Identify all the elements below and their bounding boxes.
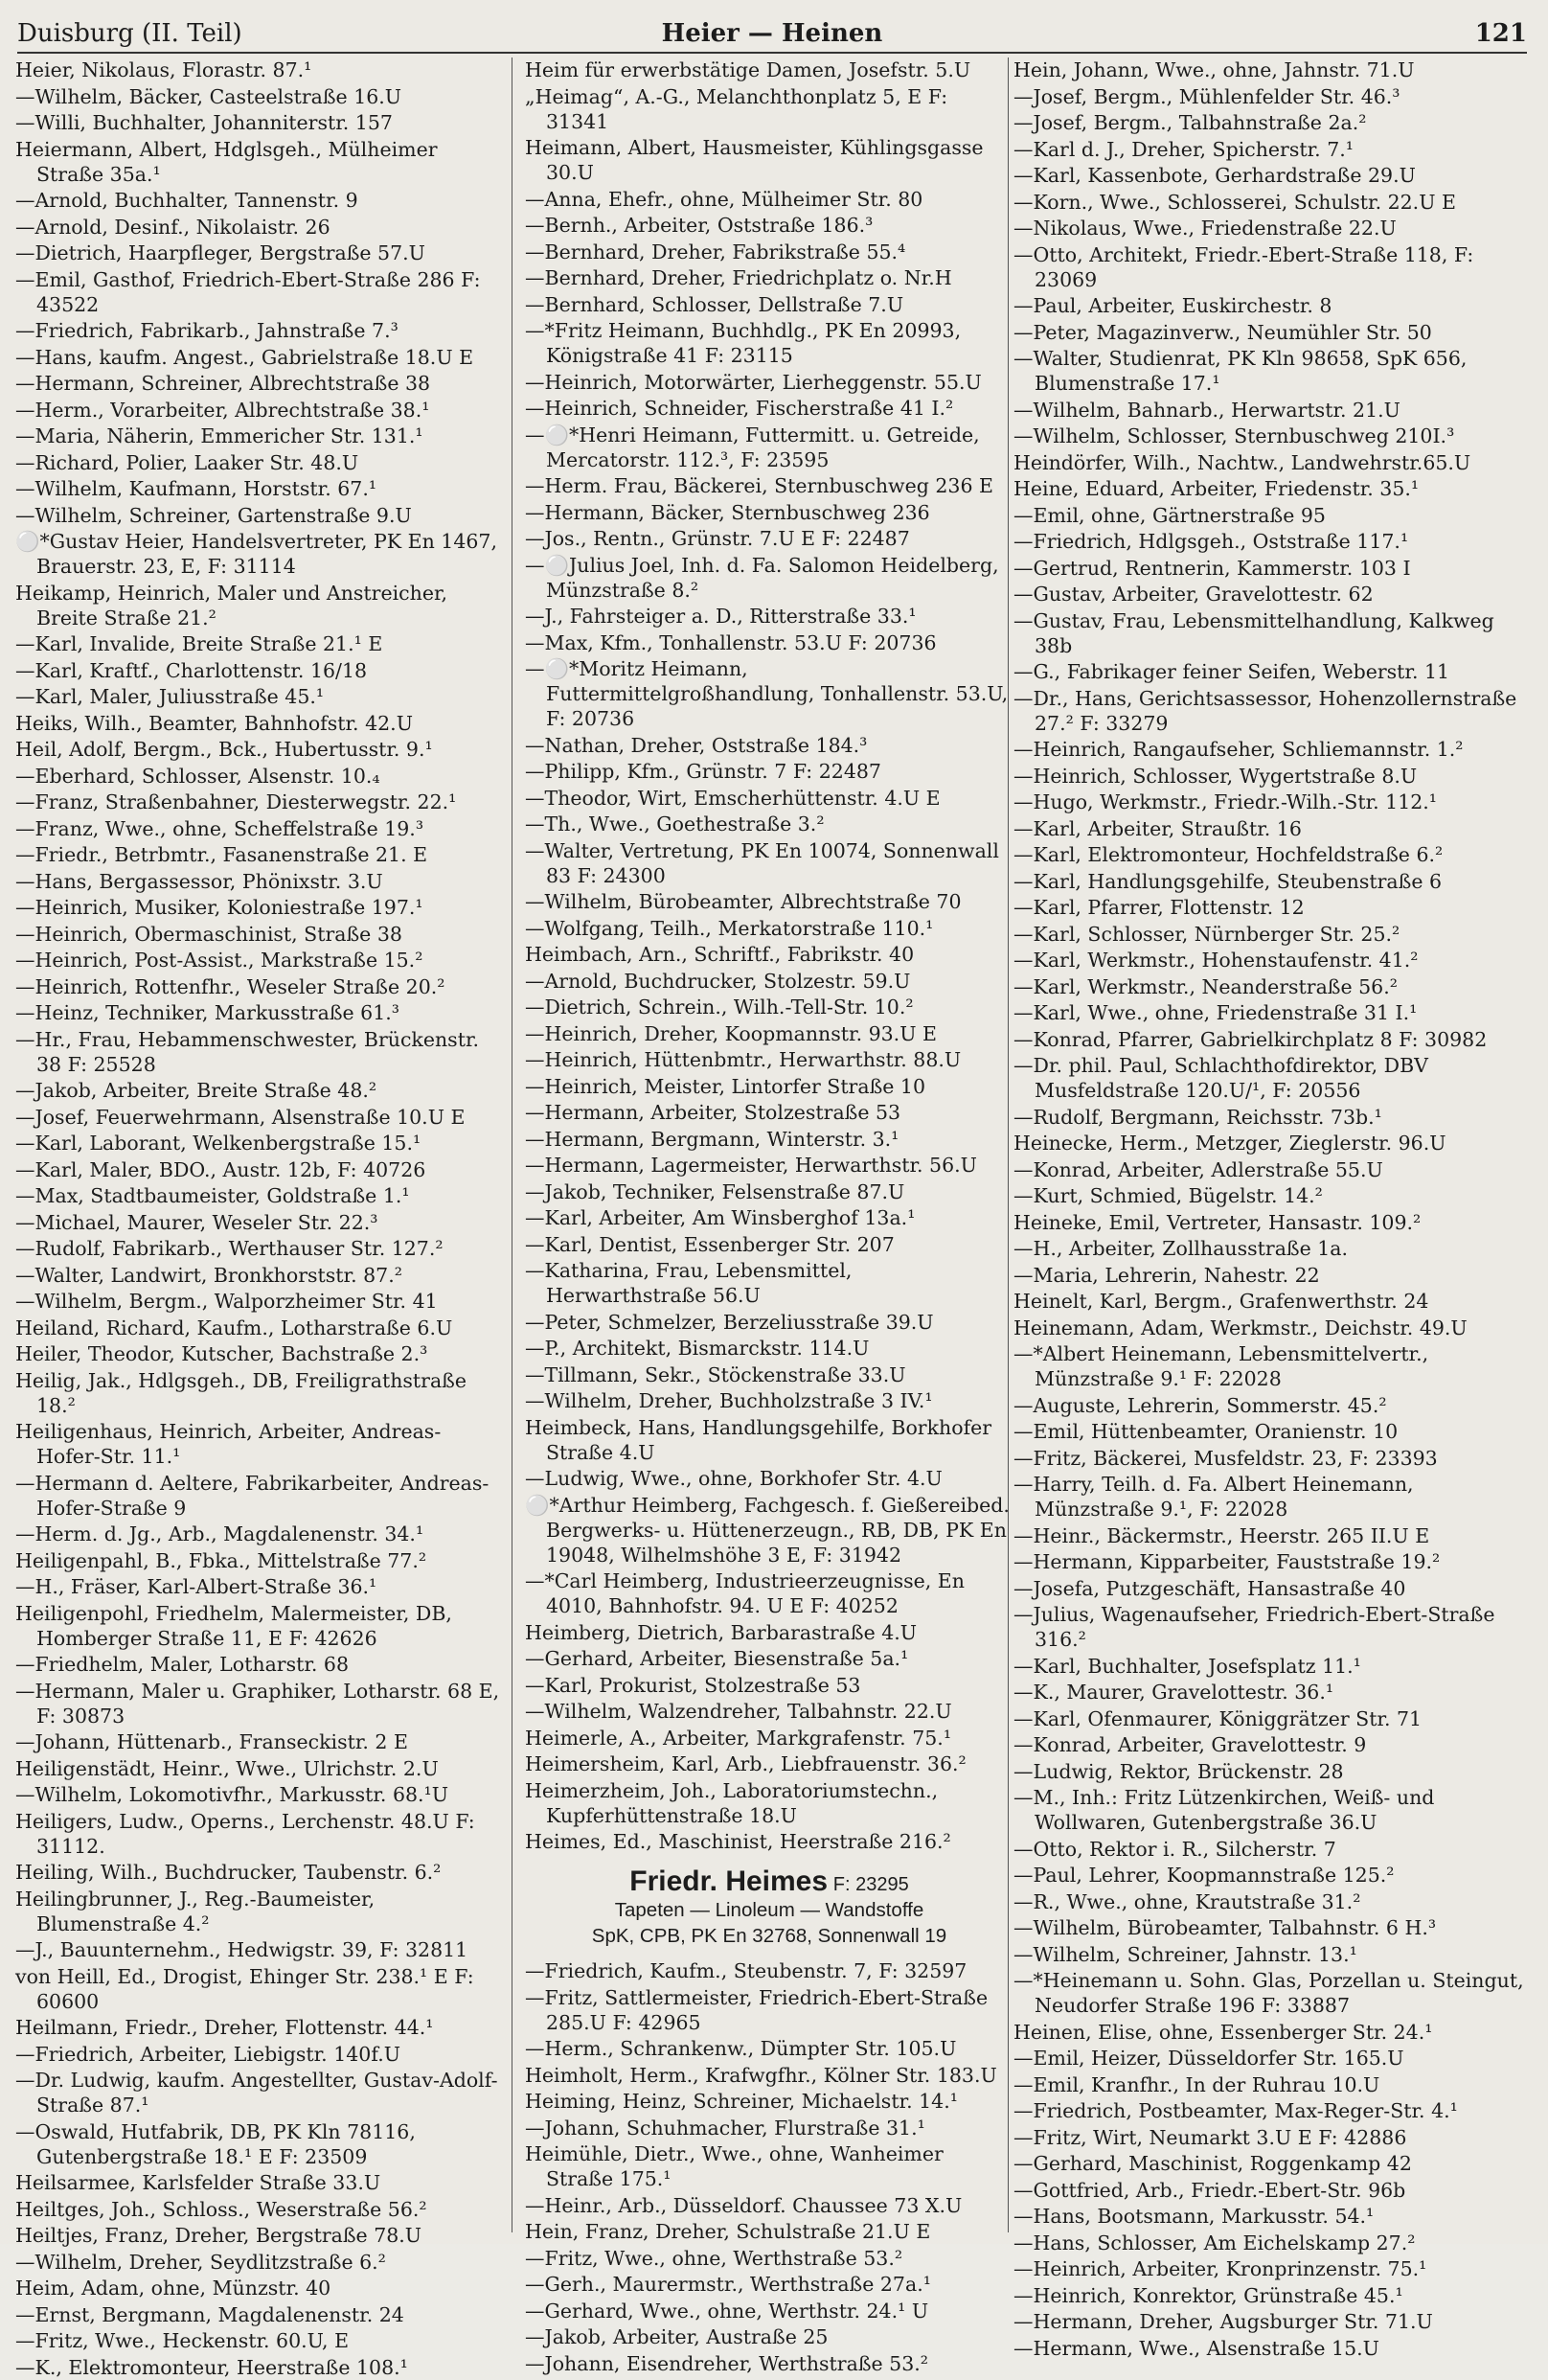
directory-entry: —Max, Kfm., Tonhallenstr. 53.U F: 20736: [525, 630, 937, 654]
advertisement: [525, 1865, 1013, 1949]
directory-entry: von Heill, Ed., Drogist, Ehinger Str. 238.¹ E F: 60600: [15, 1964, 474, 2013]
directory-entry: —Ludwig, Rektor, Brückenstr. 28: [1013, 1759, 1344, 1783]
directory-entry: —Karl, Elektromonteur, Hochfeldstraße 6.²: [1013, 843, 1444, 866]
directory-entry: ⚪*Arthur Heimberg, Fachgesch. f. Gießereibed. Bergwerks- u. Hüttenerzeugn., RB, DB, PK En 19048, Wilhelmshöhe 3 E, F: 31942: [525, 1493, 1010, 1567]
directory-entry: —Walter, Landwirt, Bronkhorststr. 87.²: [15, 1263, 402, 1287]
directory-entry: —Wilhelm, Bürobeamter, Talbahnstr. 6 H.³: [1013, 1916, 1437, 1939]
directory-entry: —Rudolf, Bergmann, Reichsstr. 73b.¹: [1013, 1105, 1382, 1129]
directory-entry: —*Carl Heimberg, Industrieerzeugnisse, En 4010, Bahnhofstr. 94. U E F: 40252: [525, 1569, 965, 1617]
column-1: [15, 57, 502, 2379]
directory-entry: —Hermann, Schreiner, Albrechtstraße 38: [15, 372, 431, 395]
page-number: 121: [1474, 19, 1527, 48]
directory-entry: —M., Inh.: Fritz Lützenkirchen, Weiß- und Wollwaren, Gutenbergstraße 36.U: [1013, 1786, 1435, 1834]
directory-entry: —Karl, Arbeiter, Straußtr. 16: [1013, 816, 1302, 840]
directory-entry: —Arnold, Desinf., Nikolaistr. 26: [15, 215, 330, 239]
directory-entry: Heilig, Jak., Hdlgsgeh., DB, Freiligrathstraße 18.²: [15, 1368, 467, 1417]
directory-entry: —Wilhelm, Bahnarb., Herwartstr. 21.U: [1013, 398, 1400, 422]
directory-entry: —Peter, Magazinverw., Neumühler Str. 50: [1013, 320, 1432, 344]
directory-entry: —Jakob, Arbeiter, Breite Straße 48.²: [15, 1079, 377, 1102]
directory-entry: —Karl, Wwe., ohne, Friedenstraße 31 I.¹: [1013, 1001, 1418, 1024]
directory-entry: —Heinr., Bäckermstr., Heerstr. 265 II.U E: [1013, 1523, 1430, 1547]
directory-entry: —R., Wwe., ohne, Krautstraße 31.²: [1013, 1889, 1361, 1913]
directory-entry: Heikamp, Heinrich, Maler und Anstreicher, Breite Straße 21.²: [15, 581, 448, 629]
directory-entry: —Kurt, Schmied, Bügelstr. 14.²: [1013, 1184, 1323, 1207]
directory-entry: —Karl, Maler, Juliusstraße 45.¹: [15, 685, 325, 708]
directory-entry: —Korn., Wwe., Schlosserei, Schulstr. 22.U E: [1013, 190, 1456, 214]
directory-entry: —Karl, Laborant, Welkenbergstraße 15.¹: [15, 1132, 421, 1155]
directory-entry: —Wilhelm, Kaufmann, Horststr. 67.¹: [15, 477, 377, 500]
directory-entry: —Fritz, Wwe., Heckenstr. 60.U, E: [15, 2329, 350, 2352]
directory-entry: —Dr. Ludwig, kaufm. Angestellter, Gustav-Adolf-Straße 87.¹: [15, 2069, 498, 2117]
directory-entry: Heiligenpohl, Friedhelm, Malermeister, DB, Homberger Straße 11, E F: 42626: [15, 1601, 452, 1650]
directory-entry: —Emil, Heizer, Düsseldorfer Str. 165.U: [1013, 2047, 1404, 2070]
directory-entry: —Julius, Wagenaufseher, Friedrich-Ebert-Straße 316.²: [1013, 1603, 1495, 1651]
directory-entry: Heinecke, Herm., Metzger, Zieglerstr. 96.U: [1013, 1132, 1446, 1155]
ad-address: SpK, CPB, PK En 32768, Sonnenwall 19: [591, 1925, 947, 1947]
column-3: [1013, 57, 1535, 2360]
directory-entry: —Friedrich, Hdlgsgeh., Oststraße 117.¹: [1013, 530, 1409, 553]
directory-entry: —Arnold, Buchdrucker, Stolzestr. 59.U: [525, 969, 911, 993]
directory-entry: —Herm. d. Jg., Arb., Magdalenenstr. 34.¹: [15, 1522, 424, 1545]
directory-entry: —Gustav, Arbeiter, Gravelottestr. 62: [1013, 583, 1374, 606]
directory-entry: —Karl, Schlosser, Nürnberger Str. 25.²: [1013, 922, 1400, 946]
directory-entry: —Max, Stadtbaumeister, Goldstraße 1.¹: [15, 1184, 410, 1207]
directory-entry: —Gerhard, Wwe., ohne, Werthstr. 24.¹ U: [525, 2299, 929, 2323]
directory-entry: —Wilhelm, Dreher, Buchholzstraße 3 IV.¹: [525, 1389, 933, 1412]
directory-entry: Heinemann, Adam, Werkmstr., Deichstr. 49.U: [1013, 1316, 1468, 1339]
directory-entry: —Heinrich, Hüttenbmtr., Herwarthstr. 88.U: [525, 1048, 962, 1071]
directory-entry: —Oswald, Hutfabrik, DB, PK Kln 78116, Gutenbergstraße 18.¹ E F: 23509: [15, 2119, 416, 2168]
directory-entry: —Karl, Werkmstr., Neanderstraße 56.²: [1013, 974, 1398, 998]
directory-entry: —⚪*Moritz Heimann, Futtermittelgroßhandlung, Tonhallenstr. 53.U, F: 20736: [525, 657, 1009, 730]
directory-entry: —Karl, Werkmstr., Hohenstaufenstr. 41.²: [1013, 949, 1419, 972]
directory-entry: —Josef, Bergm., Talbahnstraße 2a.²: [1013, 111, 1367, 134]
directory-entry: —Heinrich, Arbeiter, Kronprinzenstr. 75.¹: [1013, 2257, 1427, 2280]
directory-entry: —Franz, Straßenbahner, Diesterwegstr. 22.¹: [15, 790, 457, 813]
directory-entry: —Heinrich, Rottenfhr., Weseler Straße 20.²: [15, 974, 445, 998]
directory-entry: —Konrad, Arbeiter, Adlerstraße 55.U: [1013, 1157, 1383, 1181]
directory-entry: —Karl, Maler, BDO., Austr. 12b, F: 40726: [15, 1157, 426, 1181]
directory-entry: —Maria, Lehrerin, Nahestr. 22: [1013, 1263, 1320, 1287]
directory-entry: —Friedhelm, Maler, Lotharstr. 68: [15, 1653, 350, 1676]
directory-entry: —Auguste, Lehrerin, Sommerstr. 45.²: [1013, 1393, 1387, 1417]
directory-entry: —Harry, Teilh. d. Fa. Albert Heinemann, Münzstraße 9.¹, F: 22028: [1013, 1473, 1414, 1521]
directory-entry: —Friedrich, Postbeamter, Max-Reger-Str. 4.¹: [1013, 2099, 1458, 2122]
directory-entry: —Karl, Dentist, Essenberger Str. 207: [525, 1232, 895, 1256]
directory-entry: —Karl, Ofenmaurer, Königgrätzer Str. 71: [1013, 1706, 1423, 1730]
directory-entry: —Rudolf, Fabrikarb., Werthauser Str. 127.²: [15, 1237, 444, 1260]
directory-entry: —Heinrich, Post-Assist., Markstraße 15.²: [15, 949, 423, 972]
directory-entry: —⚪*Henri Heimann, Futtermitt. u. Getreide, Mercatorstr. 112.³, F: 23595: [525, 423, 980, 471]
directory-entry: ⚪*Gustav Heier, Handelsvertreter, PK En 1467, Brauerstr. 23, E, F: 31114: [15, 530, 497, 578]
directory-entry: Heimholt, Herm., Krafwgfhr., Kölner Str. 183.U: [525, 2063, 997, 2087]
directory-entry: Heimerle, A., Arbeiter, Markgrafenstr. 75.¹: [525, 1726, 952, 1750]
directory-entry: —Richard, Polier, Laaker Str. 48.U: [15, 450, 359, 474]
directory-entry: Heiligenpahl, B., Fbka., Mittelstraße 77.²: [15, 1548, 427, 1572]
directory-entry: —Friedr., Betrbmtr., Fasanenstraße 21. E: [15, 843, 428, 866]
directory-entry: Heier, Nikolaus, Florastr. 87.¹: [15, 58, 312, 81]
directory-entry: —Karl, Prokurist, Stolzestraße 53: [525, 1673, 861, 1697]
directory-entry: —Hermann, Dreher, Augsburger Str. 71.U: [1013, 2310, 1433, 2333]
directory-entry: —Paul, Arbeiter, Euskirchestr. 8: [1013, 294, 1332, 317]
directory-entry: Heiming, Heinz, Schreiner, Michaelstr. 14.¹: [525, 2090, 958, 2113]
directory-entry: —Heinrich, Motorwärter, Lierheggenstr. 55.U: [525, 370, 982, 394]
directory-entry: —Heinrich, Konrektor, Grünstraße 45.¹: [1013, 2283, 1403, 2307]
directory-entry: Heimberg, Dietrich, Barbarastraße 4.U: [525, 1620, 918, 1644]
directory-entry: —Friedrich, Fabrikarb., Jahnstraße 7.³: [15, 319, 398, 342]
directory-entry: —Emil, ohne, Gärtnerstraße 95: [1013, 503, 1326, 527]
directory-entry: —H., Arbeiter, Zollhausstraße 1a.: [1013, 1237, 1349, 1260]
directory-entry: —Emil, Gasthof, Friedrich-Ebert-Straße 286 F: 43522: [15, 267, 481, 316]
directory-entry: —G., Fabrikager feiner Seifen, Weberstr. 11: [1013, 660, 1450, 683]
directory-entry: —Karl, Invalide, Breite Straße 21.¹ E: [15, 632, 383, 655]
header-city: Duisburg (II. Teil): [17, 19, 242, 48]
directory-entry: —*Albert Heinemann, Lebensmittelvertr., Münzstraße 9.¹ F: 22028: [1013, 1342, 1429, 1390]
directory-entry: —Karl, Kassenbote, Gerhardstraße 29.U: [1013, 164, 1416, 187]
directory-entry: —Gerh., Maurermstr., Werthstraße 27a.¹: [525, 2273, 931, 2296]
directory-entry: —Karl, Handlungsgehilfe, Steubenstraße 6: [1013, 869, 1443, 893]
directory-entry: —Josef, Bergm., Mühlenfelder Str. 46.³: [1013, 84, 1400, 108]
directory-entry: —Emil, Kranfhr., In der Ruhrau 10.U: [1013, 2072, 1380, 2096]
directory-entry: Heilingbrunner, J., Reg.-Baumeister, Blumenstraße 4.²: [15, 1887, 376, 1935]
directory-entry: —Gerhard, Arbeiter, Biesenstraße 5a.¹: [525, 1647, 909, 1670]
directory-entry: —Karl, Buchhalter, Josefsplatz 11.¹: [1013, 1654, 1361, 1678]
directory-entry: —Wolfgang, Teilh., Merkatorstraße 110.¹: [525, 916, 934, 940]
directory-entry: —Dietrich, Schrein., Wilh.-Tell-Str. 10.²: [525, 995, 914, 1018]
directory-entry: —Hermann, Wwe., Alsenstraße 15.U: [1013, 2336, 1379, 2360]
directory-entry: Heimersheim, Karl, Arb., Liebfrauenstr. 36.²: [525, 1752, 967, 1775]
directory-entry: Heiermann, Albert, Hdglsgeh., Mülheimer Straße 35a.¹: [15, 137, 438, 186]
directory-entry: —Hermann, Arbeiter, Stolzestraße 53: [525, 1101, 901, 1124]
directory-entry: —Karl, Kraftf., Charlottenstr. 16/18: [15, 658, 368, 682]
directory-entry: —Hermann, Bergmann, Winterstr. 3.¹: [525, 1127, 899, 1151]
directory-entry: —Tillmann, Sekr., Stöckenstraße 33.U: [525, 1362, 906, 1386]
directory-entry: Heiligenhaus, Heinrich, Arbeiter, Andreas-Hofer-Str. 11.¹: [15, 1420, 442, 1468]
directory-entry: —Wilhelm, Walzendreher, Talbahnstr. 22.U: [525, 1700, 952, 1723]
directory-entry: —Franz, Wwe., ohne, Scheffelstraße 19.³: [15, 816, 424, 840]
directory-entry: —Josefa, Putzgeschäft, Hansastraße 40: [1013, 1576, 1406, 1600]
directory-entry: —Fritz, Wwe., ohne, Werthstraße 53.²: [525, 2246, 903, 2270]
directory-entry: —Herm., Vorarbeiter, Albrechtstraße 38.¹: [15, 398, 430, 422]
directory-entry: —Th., Wwe., Goethestraße 3.²: [525, 812, 825, 835]
directory-entry: Heiligers, Ludw., Operns., Lerchenstr. 48.U F: 31112.: [15, 1809, 475, 1858]
directory-entry: Heimbach, Arn., Schriftf., Fabrikstr. 40: [525, 943, 915, 966]
directory-entry: —Emil, Hüttenbeamter, Oranienstr. 10: [1013, 1420, 1399, 1443]
directory-entry: Heiltjes, Franz, Dreher, Bergstraße 78.U: [15, 2224, 422, 2247]
directory-entry: —Philipp, Kfm., Grünstr. 7 F: 22487: [525, 760, 881, 783]
directory-entry: —Hr., Frau, Hebammenschwester, Brückenstr. 38 F: 25528: [15, 1027, 480, 1076]
directory-entry: —Fritz, Sattlermeister, Friedrich-Ebert-Straße 285.U F: 42965: [525, 1985, 989, 2034]
directory-entry: —Wilhelm, Schreiner, Jahnstr. 13.¹: [1013, 1942, 1357, 1966]
directory-entry: —K., Elektromonteur, Heerstraße 108.¹: [15, 2355, 408, 2379]
directory-entry: —Wilhelm, Dreher, Seydlitzstraße 6.²: [15, 2250, 386, 2274]
directory-entry: Heiler, Theodor, Kutscher, Bachstraße 2.³: [15, 1342, 428, 1365]
ad-products: Tapeten — Linoleum — Wandstoffe: [614, 1899, 924, 1921]
directory-entry: —Heinrich, Dreher, Koopmannstr. 93.U E: [525, 1021, 937, 1045]
directory-entry: —Anna, Ehefr., ohne, Mülheimer Str. 80: [525, 187, 923, 211]
directory-entry: Hein, Johann, Wwe., ohne, Jahnstr. 71.U: [1013, 58, 1415, 81]
directory-entry: Hein, Franz, Dreher, Schulstraße 21.U E: [525, 2220, 931, 2243]
directory-entry: —K., Maurer, Gravelottestr. 36.¹: [1013, 1681, 1334, 1704]
header-range: Heier — Heinen: [661, 19, 883, 48]
directory-entry: —Walter, Studienrat, PK Kln 98658, SpK 656, Blumenstraße 17.¹: [1013, 347, 1468, 395]
directory-entry: Heiland, Richard, Kaufm., Lotharstraße 6.U: [15, 1316, 453, 1339]
directory-entry: —Wilhelm, Bergm., Walporzheimer Str. 41: [15, 1290, 438, 1313]
directory-entry: —Karl d. J., Dreher, Spicherstr. 7.¹: [1013, 137, 1354, 161]
directory-entry: —Hans, Bootsmann, Markusstr. 54.¹: [1013, 2205, 1375, 2228]
directory-entry: „Heimag“, A.-G., Melanchthonplatz 5, E F: 31341: [525, 84, 948, 133]
directory-entry: —Konrad, Arbeiter, Gravelottestr. 9: [1013, 1733, 1367, 1756]
ad-company-name: Friedr. Heimes: [629, 1865, 829, 1897]
column-2: [525, 57, 1013, 2375]
directory-entry: —Gustav, Frau, Lebensmittelhandlung, Kalkweg 38b: [1013, 608, 1494, 657]
directory-entry: —P., Architekt, Bismarckstr. 114.U: [525, 1337, 870, 1360]
directory-entry: —Hans, Schlosser, Am Eichelskamp 27.²: [1013, 2231, 1416, 2254]
ad-phone: F: 23295: [832, 1874, 909, 1895]
directory-entry: —Johann, Eisendreher, Werthstraße 53.²: [525, 2351, 928, 2375]
directory-entry: —Hermann, Bäcker, Sternbuschweg 236: [525, 500, 930, 524]
directory-entry: —Bernh., Arbeiter, Oststraße 186.³: [525, 214, 874, 237]
directory-entry: Heimbeck, Hans, Handlungsgehilfe, Borkhofer Straße 4.U: [525, 1415, 992, 1464]
directory-entry: —Heinr., Arb., Düsseldorf. Chaussee 73 X.U: [525, 2193, 963, 2217]
directory-entry: —Dr. phil. Paul, Schlachthofdirektor, DBV Musfeldstraße 120.U/¹, F: 20556: [1013, 1054, 1428, 1102]
directory-entry: Heindörfer, Wilh., Nachtw., Landwehrstr.65.U: [1013, 450, 1471, 474]
directory-entry: —Dr., Hans, Gerichtsassessor, Hohenzollernstraße 27.² F: 33279: [1013, 686, 1517, 735]
directory-entry: —Wilhelm, Schreiner, Gartenstraße 9.U: [15, 503, 412, 527]
directory-entry: —Katharina, Frau, Lebensmittel, Herwarthstraße 56.U: [525, 1259, 853, 1307]
directory-entry: —Otto, Architekt, Friedr.-Ebert-Straße 118, F: 23069: [1013, 242, 1474, 291]
directory-entry: —*Heinemann u. Sohn. Glas, Porzellan u. Steingut, Neudorfer Straße 196 F: 33887: [1013, 1969, 1524, 2017]
directory-entry: —Jos., Rentn., Grünstr. 7.U E F: 22487: [525, 527, 910, 550]
directory-entry: —Hermann, Maler u. Graphiker, Lotharstr. 68 E, F: 30873: [15, 1679, 500, 1728]
directory-entry: —Gerhard, Maschinist, Roggenkamp 42: [1013, 2152, 1412, 2175]
directory-entry: —Wilhelm, Schlosser, Sternbuschweg 210I.³: [1013, 424, 1455, 447]
directory-entry: —Otto, Rektor i. R., Silcherstr. 7: [1013, 1837, 1336, 1861]
directory-entry: —Jakob, Arbeiter, Austraße 25: [525, 2325, 829, 2348]
directory-entry: —Wilhelm, Bäcker, Casteelstraße 16.U: [15, 84, 402, 108]
directory-entry: Heim für erwerbstätige Damen, Josefstr. 5.U: [525, 58, 971, 81]
directory-entry: —Theodor, Wirt, Emscherhüttenstr. 4.U E: [525, 786, 941, 810]
directory-entry: —Bernhard, Dreher, Friedrichplatz o. Nr.H: [525, 266, 952, 289]
directory-entry: —Arnold, Buchhalter, Tannenstr. 9: [15, 189, 358, 212]
directory-entry: —Heinrich, Schneider, Fischerstraße 41 I.²: [525, 397, 954, 420]
directory-entry: —Hans, kaufm. Angest., Gabrielstraße 18.U E: [15, 345, 474, 369]
directory-entry: —Johann, Hüttenarb., Franseckistr. 2 E: [15, 1730, 408, 1753]
directory-entry: —Hermann, Kipparbeiter, Fauststraße 19.²: [1013, 1550, 1441, 1573]
directory-entry: —Willi, Buchhalter, Johanniterstr. 157: [15, 111, 393, 134]
directory-entry: —Bernhard, Dreher, Fabrikstraße 55.⁴: [525, 240, 906, 263]
directory-entry: —Konrad, Pfarrer, Gabrielkirchplatz 8 F: 30982: [1013, 1027, 1488, 1051]
directory-entry: —Eberhard, Schlosser, Alsenstr. 10.₄: [15, 764, 380, 788]
directory-entry: —Fritz, Wirt, Neumarkt 3.U E F: 42886: [1013, 2125, 1407, 2149]
directory-entry: —*Fritz Heimann, Buchhdlg., PK En 20993, Königstraße 41 F: 23115: [525, 319, 962, 367]
directory-entry: —Heinrich, Obermaschinist, Straße 38: [15, 922, 402, 946]
directory-entry: —Karl, Arbeiter, Am Winsberghof 13a.¹: [525, 1206, 916, 1229]
directory-entry: —Hugo, Werkmstr., Friedr.-Wilh.-Str. 112.¹: [1013, 790, 1438, 813]
page-header: [17, 15, 1527, 54]
directory-entry: —Dietrich, Haarpfleger, Bergstraße 57.U: [15, 241, 425, 264]
directory-entry: —Nathan, Dreher, Oststraße 184.³: [525, 733, 868, 757]
directory-entry: —Ernst, Bergmann, Magdalenenstr. 24: [15, 2302, 404, 2326]
directory-entry: —J., Fahrsteiger a. D., Ritterstraße 33.¹: [525, 605, 917, 628]
directory-entry: —Bernhard, Schlosser, Dellstraße 7.U: [525, 292, 904, 316]
directory-entry: Heiks, Wilh., Beamter, Bahnhofstr. 42.U: [15, 711, 413, 735]
directory-entry: —Wilhelm, Lokomotivfhr., Markusstr. 68.¹U: [15, 1783, 449, 1806]
directory-entry: Heil, Adolf, Bergm., Bck., Hubertusstr. 9.¹: [15, 738, 433, 761]
directory-entry: —Heinrich, Rangaufseher, Schliemannstr. 1.²: [1013, 738, 1464, 761]
directory-entry: Heilmann, Friedr., Dreher, Flottenstr. 44.¹: [15, 2016, 434, 2039]
directory-entry: —Karl, Pfarrer, Flottenstr. 12: [1013, 896, 1305, 919]
directory-entry: Heiling, Wilh., Buchdrucker, Taubenstr. 6.²: [15, 1861, 442, 1884]
directory-entry: —Heinrich, Schlosser, Wygertstraße 8.U: [1013, 764, 1418, 788]
directory-entry: —Wilhelm, Bürobeamter, Albrechtstraße 70: [525, 890, 962, 913]
directory-entry: Heinelt, Karl, Bergm., Grafenwerthstr. 24: [1013, 1290, 1429, 1313]
directory-entry: —Heinz, Techniker, Markusstraße 61.³: [15, 1001, 399, 1024]
directory-entry: —Gottfried, Arb., Friedr.-Ebert-Str. 96b: [1013, 2178, 1406, 2202]
directory-entry: —Friedrich, Arbeiter, Liebigstr. 140f.U: [15, 2042, 400, 2066]
directory-entry: Heiltges, Joh., Schloss., Weserstraße 56.²: [15, 2197, 427, 2221]
directory-entry: —Herm. Frau, Bäckerei, Sternbuschweg 236 E: [525, 474, 993, 497]
directory-entry: —Hermann, Lagermeister, Herwarthstr. 56.U: [525, 1154, 977, 1177]
directory-entry: —Jakob, Techniker, Felsenstraße 87.U: [525, 1179, 905, 1203]
directory-entry: —Johann, Schuhmacher, Flurstraße 31.¹: [525, 2116, 925, 2140]
directory-entry: —Friedrich, Kaufm., Steubenstr. 7, F: 32597: [525, 1959, 968, 1982]
directory-entry: —Peter, Schmelzer, Berzeliusstraße 39.U: [525, 1310, 934, 1334]
directory-entry: —Maria, Näherin, Emmericher Str. 131.¹: [15, 424, 423, 447]
directory-entry: Heimann, Albert, Hausmeister, Kühlingsgasse 30.U: [525, 136, 984, 184]
directory-entry: —Hans, Bergassessor, Phönixstr. 3.U: [15, 869, 383, 893]
directory-entry: —Nikolaus, Wwe., Friedenstraße 22.U: [1013, 217, 1397, 240]
directory-entry: —Josef, Feuerwehrmann, Alsenstraße 10.U E: [15, 1105, 466, 1129]
directory-entry: —Herm., Schrankenw., Dümpter Str. 105.U: [525, 2037, 957, 2060]
directory-entry: —Paul, Lehrer, Koopmannstraße 125.²: [1013, 1864, 1395, 1887]
directory-entry: Heim, Adam, ohne, Münzstr. 40: [15, 2277, 331, 2300]
directory-entry: —⚪Julius Joel, Inh. d. Fa. Salomon Heidelberg, Münzstraße 8.²: [525, 553, 999, 602]
directory-entry: Heiligenstädt, Heinr., Wwe., Ulrichstr. 2.U: [15, 1756, 439, 1780]
directory-entry: —Walter, Vertretung, PK En 10074, Sonnenwall 83 F: 24300: [525, 838, 999, 887]
directory-entry: Heilsarmee, Karlsfelder Straße 33.U: [15, 2171, 381, 2194]
directory-entry: —Fritz, Bäckerei, Musfeldstr. 23, F: 23393: [1013, 1446, 1438, 1470]
directory-entry: Heinen, Elise, ohne, Essenberger Str. 24.¹: [1013, 2020, 1433, 2044]
directory-entry: Heimes, Ed., Maschinist, Heerstraße 216.²: [525, 1830, 951, 1853]
directory-entry: —Gertrud, Rentnerin, Kammerstr. 103 I: [1013, 556, 1411, 580]
directory-entry: Heine, Eduard, Arbeiter, Friedenstr. 35.¹: [1013, 477, 1420, 500]
directory-entry: —Ludwig, Wwe., ohne, Borkhofer Str. 4.U: [525, 1467, 943, 1490]
directory-entry: —Heinrich, Meister, Lintorfer Straße 10: [525, 1074, 926, 1098]
directory-entry: —Michael, Maurer, Weseler Str. 22.³: [15, 1210, 378, 1234]
directory-entry: Heineke, Emil, Vertreter, Hansastr. 109.²: [1013, 1210, 1422, 1234]
directory-entry: Heimühle, Dietr., Wwe., ohne, Wanheimer Straße 175.¹: [525, 2142, 944, 2190]
directory-entry: —J., Bauunternehm., Hedwigstr. 39, F: 32811: [15, 1938, 468, 1961]
directory-entry: Heimerzheim, Joh., Laboratoriumstechn., Kupferhüttenstraße 18.U: [525, 1778, 939, 1827]
directory-entry: —Heinrich, Musiker, Koloniestraße 197.¹: [15, 896, 423, 919]
directory-entry: —Hermann d. Aeltere, Fabrikarbeiter, Andreas-Hofer-Straße 9: [15, 1471, 489, 1520]
directory-entry: —H., Fräser, Karl-Albert-Straße 36.¹: [15, 1575, 377, 1598]
